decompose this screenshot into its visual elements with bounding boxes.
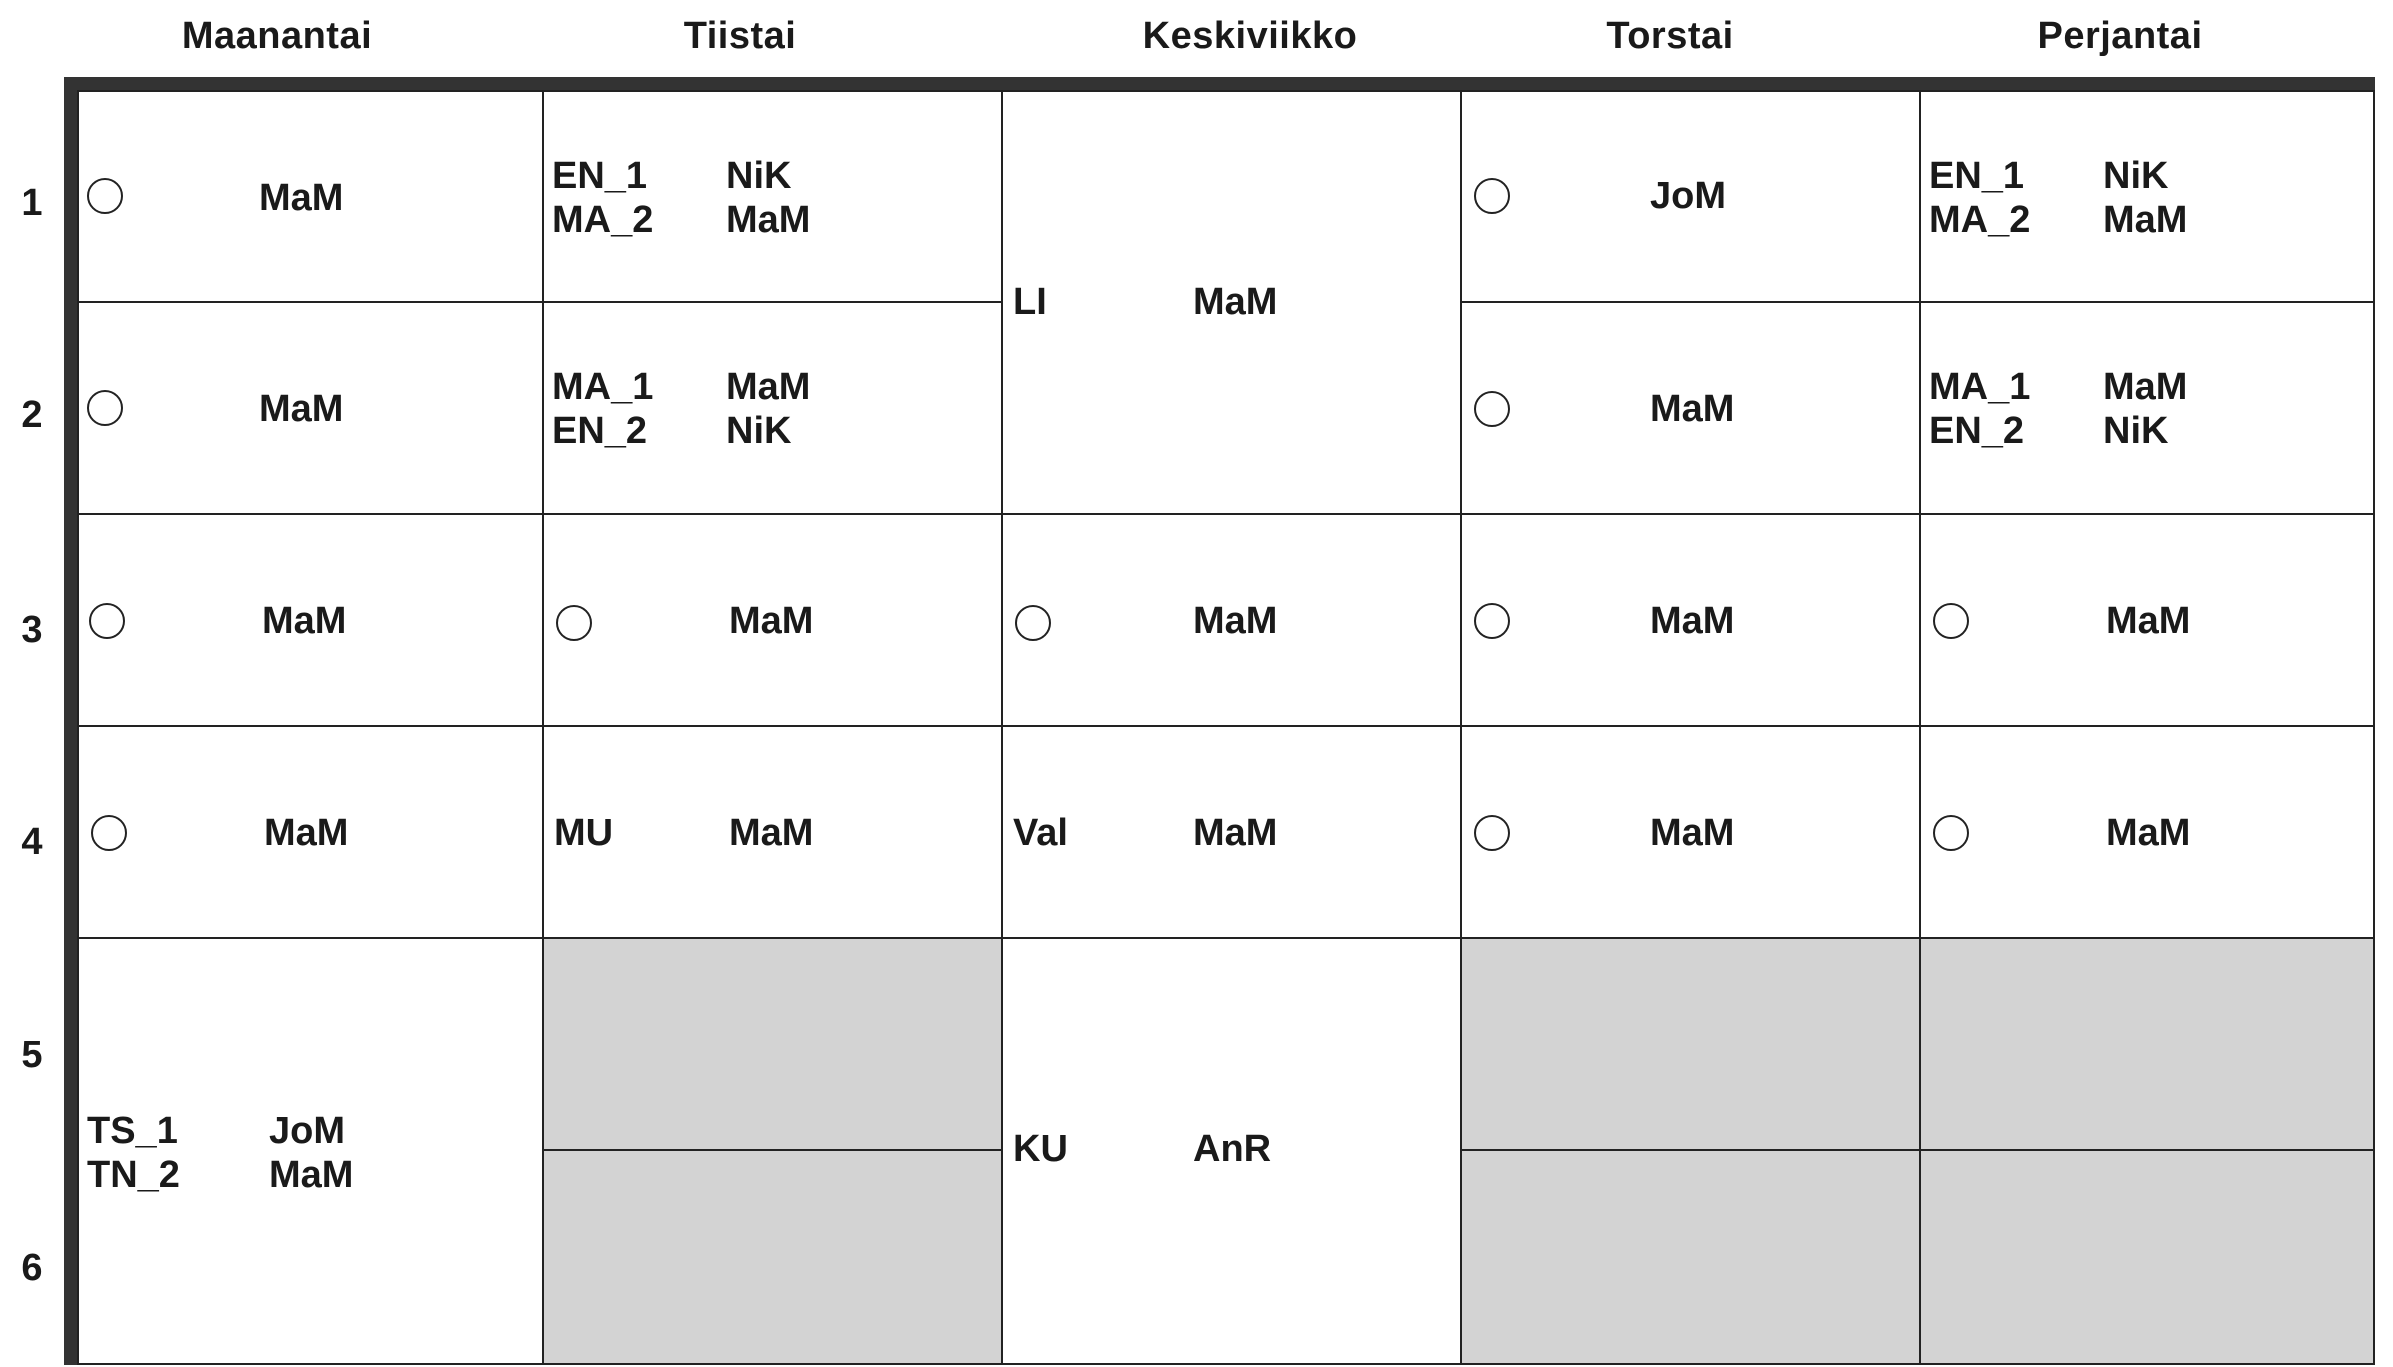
subject-label: EN_1 [1929,155,2025,197]
teacher-label: MaM [259,388,344,430]
timetable-frame [64,77,2375,1365]
empty-circle-icon [87,390,123,426]
empty-circle-icon [1474,603,1510,639]
cell-monday-4 [77,725,544,939]
teacher-label: MaM [726,199,811,241]
teacher-label: MaM [2106,600,2191,642]
cell-thursday-4 [1460,725,1921,939]
teacher-stack [2103,365,2187,453]
subject-label: TN_2 [87,1154,180,1196]
empty-circle-icon [87,178,123,214]
teacher-label: NiK [2103,410,2169,452]
teacher-label: MaM [1650,388,1735,430]
teacher-label: MaM [269,1154,354,1196]
teacher-label: MaM [1193,281,1278,323]
period-label-1: 1 [21,182,43,224]
cell-thursday-6 [1460,1149,1921,1365]
subject-label: MA_1 [552,366,654,408]
cell-thursday-1 [1460,90,1921,303]
cell-wednesday-4 [1001,725,1462,939]
cell-tuesday-6 [542,1149,1003,1365]
teacher-label: JoM [1650,175,1726,217]
subject-label: MU [554,812,614,854]
cell-thursday-2 [1460,301,1921,515]
cell-thursday-3 [1460,513,1921,727]
empty-circle-icon [1933,815,1969,851]
cell-tuesday-5 [542,937,1003,1151]
cell-tuesday-1 [542,90,1003,303]
subject-label: KU [1013,1128,1068,1170]
day-header-wednesday: Keskiviikko [1142,15,1358,57]
cell-wednesday-5-6 [1001,937,1462,1365]
teacher-label: MaM [2106,812,2191,854]
teacher-label: MaM [2103,199,2188,241]
day-header-tuesday: Tiistai [683,15,797,57]
subject-label: TS_1 [87,1110,178,1152]
teacher-label: MaM [1650,600,1735,642]
cell-thursday-5 [1460,937,1921,1151]
day-header-monday: Maanantai [181,15,373,57]
teacher-label: MaM [2103,366,2188,408]
subject-label: EN_2 [552,410,648,452]
teacher-label: MaM [262,600,347,642]
cell-monday-5-6 [77,937,544,1365]
cell-friday-3 [1919,513,2375,727]
teacher-stack [726,365,810,453]
teacher-label: MaM [1193,600,1278,642]
subject-stack [1929,154,2030,242]
cell-friday-4 [1919,725,2375,939]
subject-label: MA_2 [1929,199,2031,241]
teacher-label: MaM [729,600,814,642]
teacher-stack [2103,154,2187,242]
cell-friday-2 [1919,301,2375,515]
teacher-label: MaM [264,812,349,854]
empty-circle-icon [89,603,125,639]
period-label-4: 4 [21,821,43,863]
cell-wednesday-1-2 [1001,90,1462,515]
subject-label: MA_2 [552,199,654,241]
teacher-stack [269,1109,353,1197]
subject-label: Val [1013,812,1068,854]
subject-stack [552,365,653,453]
teacher-label: MaM [729,812,814,854]
cell-tuesday-3 [542,513,1003,727]
teacher-stack [726,154,810,242]
teacher-label: JoM [269,1110,345,1152]
teacher-label: MaM [1193,812,1278,854]
subject-stack [87,1109,180,1197]
cell-monday-2 [77,301,544,515]
cell-friday-6 [1919,1149,2375,1365]
cell-tuesday-2 [542,301,1003,515]
cell-wednesday-3 [1001,513,1462,727]
empty-circle-icon [1474,391,1510,427]
subject-stack [552,154,653,242]
subject-label: LI [1013,281,1047,323]
subject-label: EN_1 [552,155,648,197]
empty-circle-icon [1474,815,1510,851]
period-label-5: 5 [21,1034,43,1076]
teacher-label: AnR [1193,1128,1272,1170]
teacher-label: MaM [1650,812,1735,854]
teacher-label: MaM [726,366,811,408]
empty-circle-icon [1474,178,1510,214]
period-label-3: 3 [21,609,43,651]
teacher-label: NiK [726,155,792,197]
subject-label: MA_1 [1929,366,2031,408]
cell-friday-5 [1919,937,2375,1151]
cell-tuesday-4 [542,725,1003,939]
cell-monday-3 [77,513,544,727]
period-label-6: 6 [21,1247,43,1289]
period-label-2: 2 [21,394,43,436]
cell-monday-1 [77,90,544,303]
cell-friday-1 [1919,90,2375,303]
subject-label: EN_2 [1929,410,2025,452]
empty-circle-icon [1933,603,1969,639]
subject-stack [1929,365,2030,453]
day-header-friday: Perjantai [2037,15,2203,57]
empty-circle-icon [91,815,127,851]
day-header-thursday: Torstai [1606,15,1734,57]
empty-circle-icon [1015,605,1051,641]
empty-circle-icon [556,605,592,641]
teacher-label: NiK [2103,155,2169,197]
teacher-label: NiK [726,410,792,452]
teacher-label: MaM [259,177,344,219]
